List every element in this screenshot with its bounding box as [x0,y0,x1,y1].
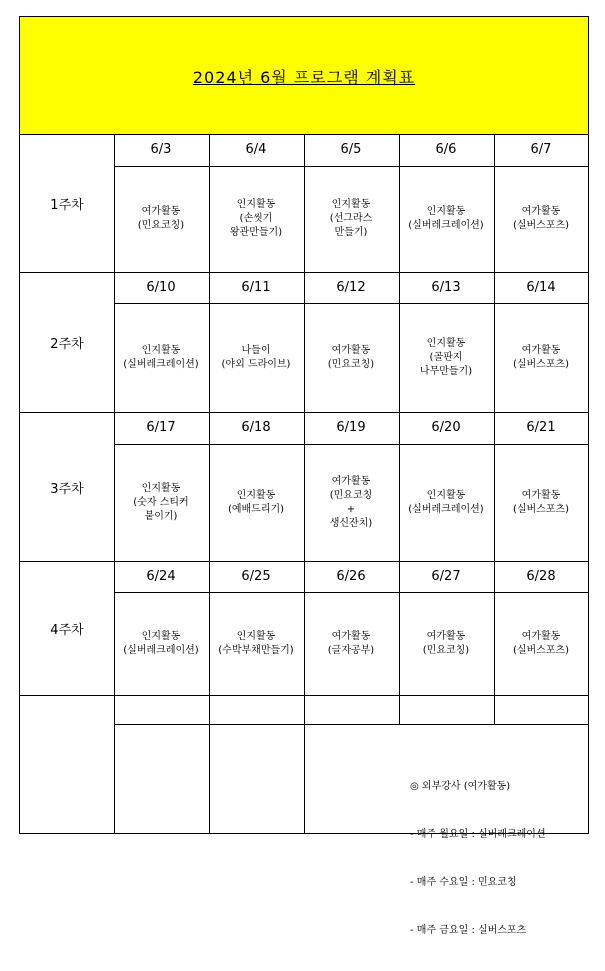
activity-cell [209,344,303,372]
day-date: 6/12 [336,280,366,295]
activity-cell [114,205,208,233]
activity-type: 인지활동 [141,630,181,642]
note-line: ◎ 외부강사 (여가활동) [410,781,511,792]
activity-detail: (수박부채만들기) [218,644,294,656]
activity-cell [304,344,398,372]
activity-detail: + [346,503,356,515]
column-divider [114,695,115,724]
activity-type: 인지활동 [236,199,276,210]
activity-detail: 나무만들기) [419,365,473,377]
day-date: 6/20 [431,420,461,435]
title-banner [20,17,588,135]
activity-detail: (숫자 스티커 [133,496,189,508]
activity-cell [304,630,398,658]
week-label: 3주차 [50,481,84,497]
day-date: 6/10 [146,280,176,295]
activity-type: 여가활동 [331,344,371,356]
activity-type: 인지활동 [141,482,181,494]
day-date: 6/11 [241,280,271,295]
week-label: 1주차 [50,198,84,213]
date-row-divider [114,166,588,167]
activity-cell [209,489,303,517]
activity-detail: (골판지 [429,351,463,363]
day-date: 6/18 [241,420,271,435]
day-date: 6/21 [526,420,556,435]
note-line: - 매주 금요일 : 실버스포츠 [410,925,527,936]
activity-detail: (민요코칭) [422,644,470,656]
date-row-divider [114,444,588,445]
activity-detail: 만들기) [334,227,368,238]
column-divider [114,724,115,833]
day-date: 6/28 [526,569,556,584]
activity-detail: (실버레크레이션) [408,220,484,231]
activity-type: 여가활동 [426,630,466,642]
activity-detail: (실버스포츠) [512,220,570,231]
activity-detail: (실버레크레이션) [123,358,199,370]
column-divider [304,695,305,724]
activity-cell [399,337,493,379]
column-divider [209,695,210,724]
week-label: 2주차 [50,337,84,352]
day-date: 6/6 [435,142,457,157]
activity-cell [399,205,493,233]
activity-type: 인지활동 [236,489,276,501]
activity-detail: (글자공부) [327,644,375,656]
activity-cell [114,344,208,372]
activity-type: 여가활동 [521,206,561,217]
activity-type: 나들이 [241,344,271,356]
activity-type: 인지활동 [426,206,466,217]
day-date: 6/13 [431,280,461,295]
week-label: 4주차 [50,623,84,638]
activity-detail: 붙이기) [144,510,178,522]
activity-detail: (실버레크레이션) [123,644,199,656]
note-line: - 매주 월요일 : 실버레크레이션 [410,829,546,840]
activity-detail: (선그라스 [329,213,373,224]
activity-cell [304,198,398,240]
activity-detail: (손씻기 [239,213,273,224]
activity-cell [494,489,588,517]
day-date: 6/4 [245,142,267,157]
activity-cell [209,198,303,240]
activity-cell [494,344,588,372]
external-instructor-notes [410,747,546,971]
activity-detail: (민요코칭) [327,358,375,370]
activity-cell [304,475,398,531]
day-date: 6/5 [340,142,362,157]
day-date: 6/19 [336,420,366,435]
activity-cell [209,630,303,658]
activity-detail: (민요코칭 [329,489,373,501]
activity-detail: (실버스포츠) [512,358,570,370]
activity-type: 여가활동 [141,206,181,217]
day-date: 6/27 [431,569,461,584]
program-schedule-sheet [19,16,589,936]
column-divider [494,695,495,724]
note-line: - 매주 수요일 : 민요코칭 [410,877,517,888]
activity-detail: (예배드리기) [227,503,285,515]
day-date: 6/17 [146,420,176,435]
activity-cell [494,630,588,658]
day-date: 6/3 [150,142,172,157]
activity-detail: (실버레크레이션) [408,503,484,515]
activity-type: 여가활동 [331,630,371,642]
activity-detail: (실버스포츠) [512,644,570,656]
day-date: 6/14 [526,280,556,295]
column-divider [304,724,305,833]
activity-cell [114,630,208,658]
activity-type: 여가활동 [521,489,561,501]
activity-type: 여가활동 [331,475,371,487]
activity-type: 인지활동 [331,199,371,210]
day-date: 6/26 [336,569,366,584]
column-divider [209,724,210,833]
activity-cell [494,205,588,233]
activity-type: 인지활동 [426,489,466,501]
date-row-divider [114,592,588,593]
activity-type: 인지활동 [426,337,466,349]
activity-detail: (실버스포츠) [512,503,570,515]
day-date: 6/7 [530,142,552,157]
activity-type: 여가활동 [521,344,561,356]
day-date: 6/24 [146,569,176,584]
activity-cell [399,630,493,658]
date-row-divider [114,724,588,725]
activity-type: 인지활동 [141,344,181,356]
page-title: 2024년 6월 프로그램 계획표 [192,68,416,87]
activity-detail: 생신잔치) [329,517,373,529]
activity-detail: (야외 드라이브) [221,358,291,370]
column-divider [399,695,400,724]
activity-detail: (민요코칭) [137,220,185,231]
activity-type: 인지활동 [236,630,276,642]
activity-cell [399,489,493,517]
day-date: 6/25 [241,569,271,584]
activity-detail: 왕관만들기) [229,227,283,238]
activity-cell [114,482,208,524]
date-row-divider [114,303,588,304]
activity-type: 여가활동 [521,630,561,642]
